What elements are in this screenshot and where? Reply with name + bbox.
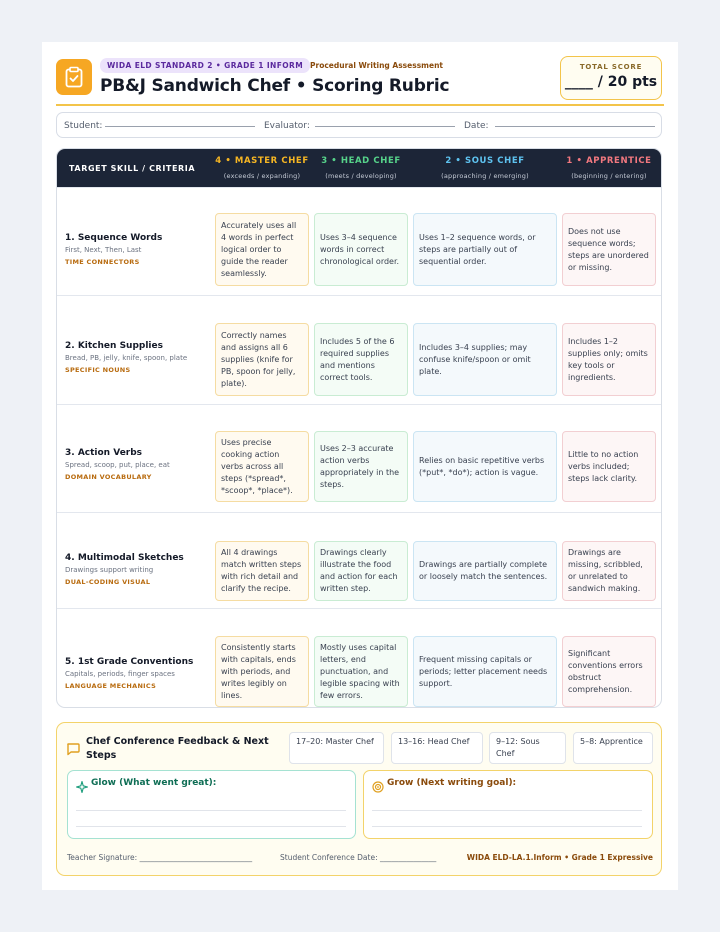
teacher-signature[interactable]: Teacher Signature: ______________________________: [67, 853, 253, 862]
table-header: [57, 149, 662, 187]
student-field[interactable]: [105, 126, 255, 127]
score-cell-1[interactable]: Includes 1–2 supplies only; omits key tools or ingredients.: [562, 323, 656, 396]
score-band-head: 13–16: Head Chef: [391, 732, 483, 764]
level-label: 4 • MASTER CHEF: [215, 156, 309, 166]
score-cell-3[interactable]: Includes 5 of the 6 required supplies and mentions correct tools.: [314, 323, 408, 396]
table-row: [57, 608, 662, 708]
level-label: 3 • HEAD CHEF: [321, 156, 401, 166]
target-icon: [372, 778, 384, 797]
table-row: [57, 512, 662, 608]
wida-code: WIDA ELD-LA.1.Inform • Grade 1 Expressive: [466, 853, 653, 862]
evaluator-field[interactable]: [315, 126, 455, 127]
glow-label: Glow (What went great):: [91, 778, 217, 788]
score-cell-3[interactable]: Mostly uses capital letters, end punctuation, and legible spacing with few errors.: [314, 636, 408, 707]
score-cell-2[interactable]: Includes 3–4 supplies; may confuse knife/spoon or omit plate.: [413, 323, 557, 396]
score-cell-4[interactable]: Consistently starts with capitals, ends with periods, and writes legibly on lines.: [215, 636, 309, 707]
score-cell-1[interactable]: Significant conventions errors obstruct comprehension.: [562, 636, 656, 707]
criterion-title: 3. Action Verbs: [65, 448, 143, 458]
score-cell-2[interactable]: Relies on basic repetitive verbs (*put*, *do*); action is vague.: [413, 431, 557, 502]
glow-box[interactable]: [67, 770, 356, 839]
table-row: [57, 404, 662, 512]
assessment-label: Procedural Writing Assessment: [310, 61, 443, 70]
score-label: TOTAL SCORE: [579, 63, 643, 71]
evaluator-label: Evaluator:: [264, 121, 310, 131]
sparkle-icon: [76, 778, 88, 797]
criterion-examples: Capitals, periods, finger spaces: [65, 670, 175, 678]
level-header-head: [314, 149, 408, 187]
criterion-tag: LANGUAGE MECHANICS: [65, 682, 157, 690]
writing-line: [76, 826, 346, 827]
level-sub: (approaching / emerging): [441, 172, 529, 180]
score-cell-2[interactable]: Uses 1–2 sequence words, or steps are partially out of sequential order.: [413, 213, 557, 286]
page-header: [56, 56, 664, 104]
feedback-title: Chef Conference Feedback & Next Steps: [86, 736, 269, 761]
level-header-master: [215, 149, 309, 187]
score-cell-1[interactable]: Little to no action verbs included; steps lack clarity.: [562, 431, 656, 502]
criteria-header: TARGET SKILL / CRITERIA: [69, 164, 196, 173]
score-band-sous: 9–12: Sous Chef: [489, 732, 566, 764]
score-band-master: 17–20: Master Chef: [289, 732, 384, 764]
criterion-examples: Spread, scoop, put, place, eat: [65, 461, 170, 469]
conference-date[interactable]: Student Conference Date: _______________: [280, 853, 437, 862]
rubric-table: [56, 148, 662, 708]
criterion-title: 2. Kitchen Supplies: [65, 341, 163, 351]
score-cell-1[interactable]: Does not use sequence words; steps are unordered or missing.: [562, 213, 656, 286]
criterion-examples: First, Next, Then, Last: [65, 246, 142, 254]
total-score-box: [560, 56, 662, 100]
writing-line: [372, 826, 642, 827]
score-cell-2[interactable]: Frequent missing capitals or periods; letter placement needs support.: [413, 636, 557, 707]
student-label: Student:: [64, 121, 103, 131]
clipboard-check-icon: [56, 59, 92, 95]
score-cell-3[interactable]: Uses 3–4 sequence words in correct chronological order.: [314, 213, 408, 286]
level-header-sous: [413, 149, 557, 187]
grow-label: Grow (Next writing goal):: [387, 778, 517, 788]
criterion-tag: DOMAIN VOCABULARY: [65, 473, 152, 481]
score-value: ____ / 20 pts: [564, 74, 658, 90]
level-sub: (meets / developing): [325, 172, 397, 180]
date-label: Date:: [464, 121, 489, 131]
score-cell-4[interactable]: Accurately uses all 4 words in perfect logical order to guide the reader seamlessly.: [215, 213, 309, 286]
score-band-apprentice: 5–8: Apprentice: [573, 732, 653, 764]
date-field[interactable]: [495, 126, 655, 127]
criterion-examples: Drawings support writing: [65, 566, 154, 574]
info-bar: [56, 112, 662, 138]
standard-badge: WIDA ELD STANDARD 2 • GRADE 1 INFORM: [100, 58, 310, 73]
level-label: 2 • SOUS CHEF: [445, 156, 525, 166]
score-cell-3[interactable]: Uses 2–3 accurate action verbs appropriately in the steps.: [314, 431, 408, 502]
score-cell-1[interactable]: Drawings are missing, scribbled, or unrelated to sandwich making.: [562, 541, 656, 601]
criterion-title: 5. 1st Grade Conventions: [65, 657, 194, 667]
feedback-panel: [56, 722, 662, 876]
writing-line: [372, 810, 642, 811]
header-divider: [56, 104, 664, 106]
criterion-title: 4. Multimodal Sketches: [65, 553, 184, 563]
criterion-tag: SPECIFIC NOUNS: [65, 366, 131, 374]
criterion-examples: Bread, PB, jelly, knife, spoon, plate: [65, 354, 188, 362]
criterion-title: 1. Sequence Words: [65, 233, 163, 243]
level-label: 1 • APPRENTICE: [566, 156, 652, 166]
level-header-apprentice: [562, 149, 656, 187]
grow-box[interactable]: [363, 770, 653, 839]
criterion-tag: DUAL-CODING VISUAL: [65, 578, 151, 586]
chat-bubble-icon: [66, 741, 80, 760]
score-cell-4[interactable]: All 4 drawings match written steps with rich detail and clarify the recipe.: [215, 541, 309, 601]
page-title: PB&J Sandwich Chef • Scoring Rubric: [100, 76, 450, 96]
table-row: [57, 295, 662, 404]
score-cell-4[interactable]: Correctly names and assigns all 6 supplies (knife for PB, spoon for jelly, plate).: [215, 323, 309, 396]
level-sub: (beginning / entering): [571, 172, 647, 180]
score-cell-3[interactable]: Drawings clearly illustrate the food and action for each written step.: [314, 541, 408, 601]
writing-line: [76, 810, 346, 811]
level-sub: (exceeds / expanding): [223, 172, 301, 180]
criterion-tag: TIME CONNECTORS: [65, 258, 140, 266]
rubric-page: [42, 42, 678, 890]
table-row: [57, 187, 662, 295]
score-cell-4[interactable]: Uses precise cooking action verbs across all steps (*spread*, *scoop*, *place*).: [215, 431, 309, 502]
score-cell-2[interactable]: Drawings are partially complete or loosely match the sentences.: [413, 541, 557, 601]
